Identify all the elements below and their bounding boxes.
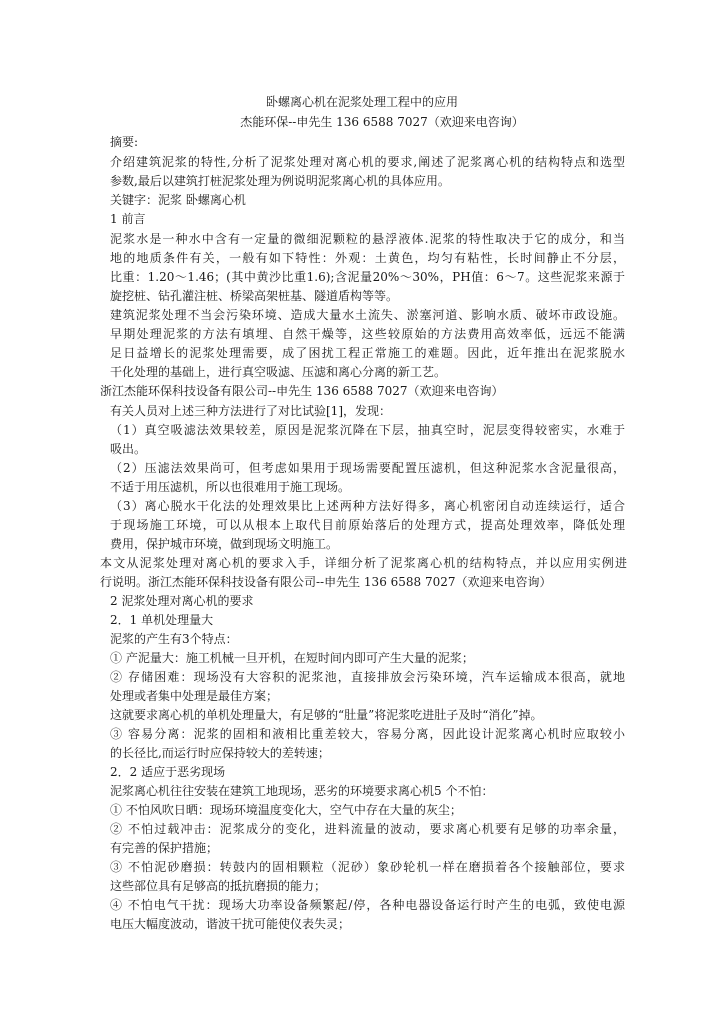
list-item-continuation: 不适于用压滤机，所以也很难用于施工现场。 (110, 480, 351, 494)
author-contact-line: 杰能环保--申先生 136 6588 7027（欢迎来电咨询） (240, 115, 524, 129)
company-contact-line: 浙江杰能环保科技设备有限公司--申先生 136 6588 7027（欢迎来电咨询） (100, 384, 504, 398)
body-line: 地的地质条件有关，一般有如下特性：外观：土黄色，均匀有粘性，长时间静止不分层， (110, 251, 625, 265)
body-line: 泥浆的产生有3个特点： (110, 632, 238, 646)
subsection-heading: 2．1 单机处理量大 (110, 613, 214, 627)
list-item-continuation: 这些部位具有足够高的抵抗磨损的能力； (110, 879, 327, 893)
body-line: 建筑泥浆处理不当会污染环境、造成大量水土流失、淤塞河道、影响水质、破坏市政设施。 (110, 308, 625, 322)
body-line: 本文从泥浆处理对离心机的要求入手，详细分析了泥浆离心机的结构特点，并以应用实例进 (100, 556, 627, 570)
list-item-continuation: 费用，保护城市环境，做到现场文明施工。 (110, 537, 339, 551)
body-line: 比重：1.20～1.46；(其中黄沙比重1.6);含泥量20%～30%，PH值：6～7。这些泥浆来源于 (110, 270, 625, 284)
list-item: （1）真空吸滤法效果较差，原因是泥浆沉降在下层，抽真空时，泥层变得较密实，水难于 (110, 423, 625, 437)
list-item: ③ 不怕泥砂磨损：转鼓内的固相颗粒（泥砂）象砂轮机一样在磨损着各个接触部位，要求 (110, 860, 625, 874)
list-item-continuation: 于现场施工环境，可以从根本上取代目前原始落后的处理方式，提高处理效率，降低处理 (110, 518, 625, 532)
list-item-continuation: 的长径比,而运行时应保持较大的差转速； (110, 746, 330, 760)
section-heading: 2 泥浆处理对离心机的要求 (110, 594, 254, 608)
list-item: （2）压滤法效果尚可，但考虑如果用于现场需要配置压滤机，但这种泥浆水含泥量很高， (110, 461, 625, 475)
document-title: 卧螺离心机在泥浆处理工程中的应用 (265, 95, 458, 109)
body-line: 行说明。浙江杰能环保科技设备有限公司--申先生 136 6588 7027（欢迎来电咨询） (100, 575, 552, 589)
list-item-continuation: 有完善的保护措施； (110, 841, 219, 855)
abstract-line: 介绍建筑泥浆的特性,分析了泥浆处理对离心机的要求,阐述了泥浆离心机的结构特点和选型 (110, 155, 625, 169)
keywords-line: 关键字：泥浆 卧螺离心机 (110, 193, 246, 207)
list-item: ④ 不怕电气干扰：现场大功率设备频繁起/停，各种电器设备运行时产生的电弧，致使电源 (110, 898, 625, 912)
list-item-continuation: 处理或者集中处理是最佳方案； (110, 689, 279, 703)
section-heading: 1 前言 (110, 212, 146, 226)
list-item-continuation: 电压大幅度波动，谐波干扰可能使仪表失灵； (110, 917, 351, 931)
body-line: 这就要求离心机的单机处理量大，有足够的“肚量”将泥浆吃进肚子及时“消化”掉。 (110, 708, 543, 722)
list-item-continuation: 吸出。 (110, 442, 147, 456)
body-line: 早期处理泥浆的方法有填埋、自然干燥等，这些较原始的方法费用高效率低，远远不能满 (110, 327, 625, 341)
body-line: 旋挖桩、钻孔灌注桩、桥梁高架桩基、隧道盾构等等。 (110, 289, 399, 303)
abstract-line: 参数,最后以建筑打桩泥浆处理为例说明泥浆离心机的具体应用。 (110, 174, 450, 188)
subsection-heading: 2．2 适应于恶劣现场 (110, 765, 226, 779)
body-line: 泥浆水是一种水中含有一定量的微细泥颗粒的悬浮液体.泥浆的特性取决于它的成分，和当 (110, 232, 625, 246)
list-item: ② 不怕过载冲击：泥浆成分的变化，进料流量的波动，要求离心机要有足够的功率余量， (110, 822, 625, 836)
list-item: ① 不怕风吹日晒：现场环境温度变化大，空气中存在大量的灰尘； (110, 803, 462, 817)
list-item: （3）离心脱水干化法的处理效果比上述两种方法好得多，离心机密闭自动连续运行，适合 (110, 499, 625, 513)
abstract-heading: 摘要: (110, 135, 139, 149)
body-line: 足日益增长的泥浆处理需要，成了困扰工程正常施工的难题。因此，近年推出在泥浆脱水 (110, 346, 625, 360)
list-item: ① 产泥量大：施工机械一旦开机，在短时间内即可产生大量的泥浆； (110, 651, 474, 665)
list-item: ② 存储困难：现场没有大容积的泥浆池，直接排放会污染环境，汽车运输成本很高，就地 (110, 670, 625, 684)
body-line: 干化处理的基础上，进行真空吸滤、压滤和离心分离的新工艺。 (110, 365, 447, 379)
list-item: ③ 容易分离：泥浆的固相和液相比重差较大，容易分离，因此设计泥浆离心机时应取较小 (110, 727, 625, 741)
body-line: 泥浆离心机往往安装在建筑工地现场，恶劣的环境要求离心机5 个不怕： (110, 784, 494, 798)
body-line: 有关人员对上述三种方法进行了对比试验[1]，发现： (110, 404, 392, 418)
